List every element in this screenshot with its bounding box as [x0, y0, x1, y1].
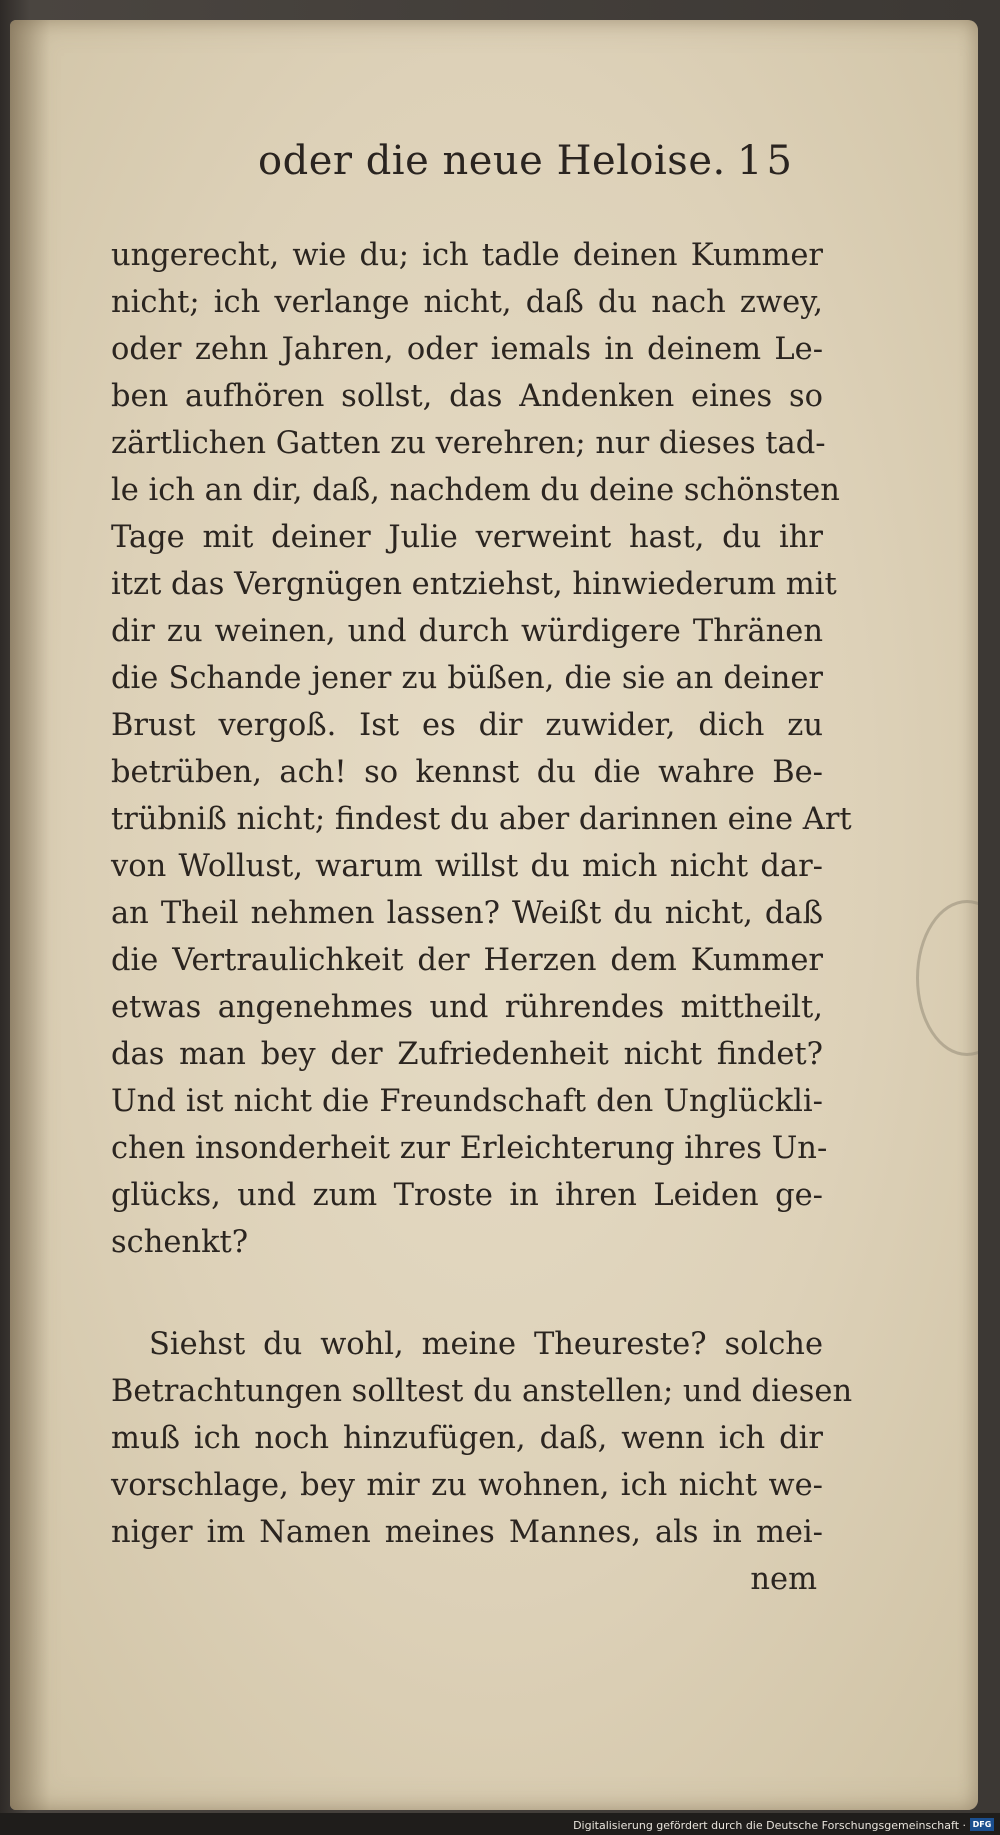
text-line: trübniß nicht; findest du aber darinnen eine Art [111, 802, 852, 837]
text-line: Betrachtungen solltest du anstellen; und diesen [111, 1374, 853, 1409]
running-head [10, 138, 978, 198]
catchword-line [111, 1556, 823, 1603]
dfg-logo-icon: DFG [970, 1818, 994, 1831]
text-line: itzt das Vergnügen entziehst, hinwiederum mit [111, 567, 837, 602]
book-page [10, 20, 978, 1810]
text-line: die Schande jener zu büßen, die sie an deiner [111, 661, 823, 696]
text-line: nicht; ich verlange nicht, daß du nach zwey, [111, 285, 823, 320]
page-number: 15 [737, 138, 796, 184]
text-line: vorschlage, bey mir zu wohnen, ich nicht we- [111, 1468, 823, 1503]
running-title: oder die neue Heloise. [258, 138, 726, 184]
text-line: ben aufhören sollst, das Andenken eines so [111, 379, 823, 414]
text-line: le ich an dir, daß, nachdem du deine schönsten [111, 473, 840, 508]
text-line: chen insonderheit zur Erleichterung ihres Un- [111, 1131, 828, 1166]
text-line: oder zehn Jahren, oder iemals in deinem Le- [111, 332, 823, 367]
paragraph-1 [111, 232, 852, 1266]
text-line: an Theil nehmen lassen? Weißt du nicht, daß [111, 896, 823, 931]
text-line: ungerecht, wie du; ich tadle deinen Kummer [111, 238, 823, 273]
text-line: das man bey der Zufriedenheit nicht findet? [111, 1037, 823, 1072]
text-line: muß ich noch hinzufügen, daß, wenn ich dir [111, 1421, 823, 1456]
catchword: nem [750, 1562, 817, 1597]
text-line: betrüben, ach! so kennst du die wahre Be- [111, 755, 823, 790]
text-line: Siehst du wohl, meine Theureste? solche [149, 1327, 823, 1362]
text-line: schenkt? [111, 1225, 249, 1260]
text-line: zärtlichen Gatten zu verehren; nur dieses tad- [111, 426, 826, 461]
text-block [111, 232, 853, 1603]
digitization-footer [0, 1813, 1000, 1835]
page-gutter-shadow [10, 20, 50, 1810]
page-clasp-imprint [916, 900, 978, 1056]
text-line: von Wollust, warum willst du mich nicht dar- [111, 849, 823, 884]
text-line: glücks, und zum Troste in ihren Leiden ge- [111, 1178, 823, 1213]
text-line: etwas angenehmes und rührendes mittheilt, [111, 990, 823, 1025]
text-line: Brust vergoß. Ist es dir zuwider, dich zu [111, 708, 823, 743]
dfg-credit: Digitalisierung gefördert durch die Deutsche Forschungsgemeinschaft · [573, 1819, 966, 1832]
text-line: dir zu weinen, und durch würdigere Thränen [111, 614, 823, 649]
paragraph-spacer [111, 1266, 823, 1321]
text-line: niger im Namen meines Mannes, als in mei- [111, 1515, 823, 1550]
text-line: die Vertraulichkeit der Herzen dem Kummer [111, 943, 823, 978]
text-line: Tage mit deiner Julie verweint hast, du ihr [111, 520, 823, 555]
text-line: Und ist nicht die Freundschaft den Unglückli- [111, 1084, 823, 1119]
paragraph-2 [111, 1321, 853, 1556]
